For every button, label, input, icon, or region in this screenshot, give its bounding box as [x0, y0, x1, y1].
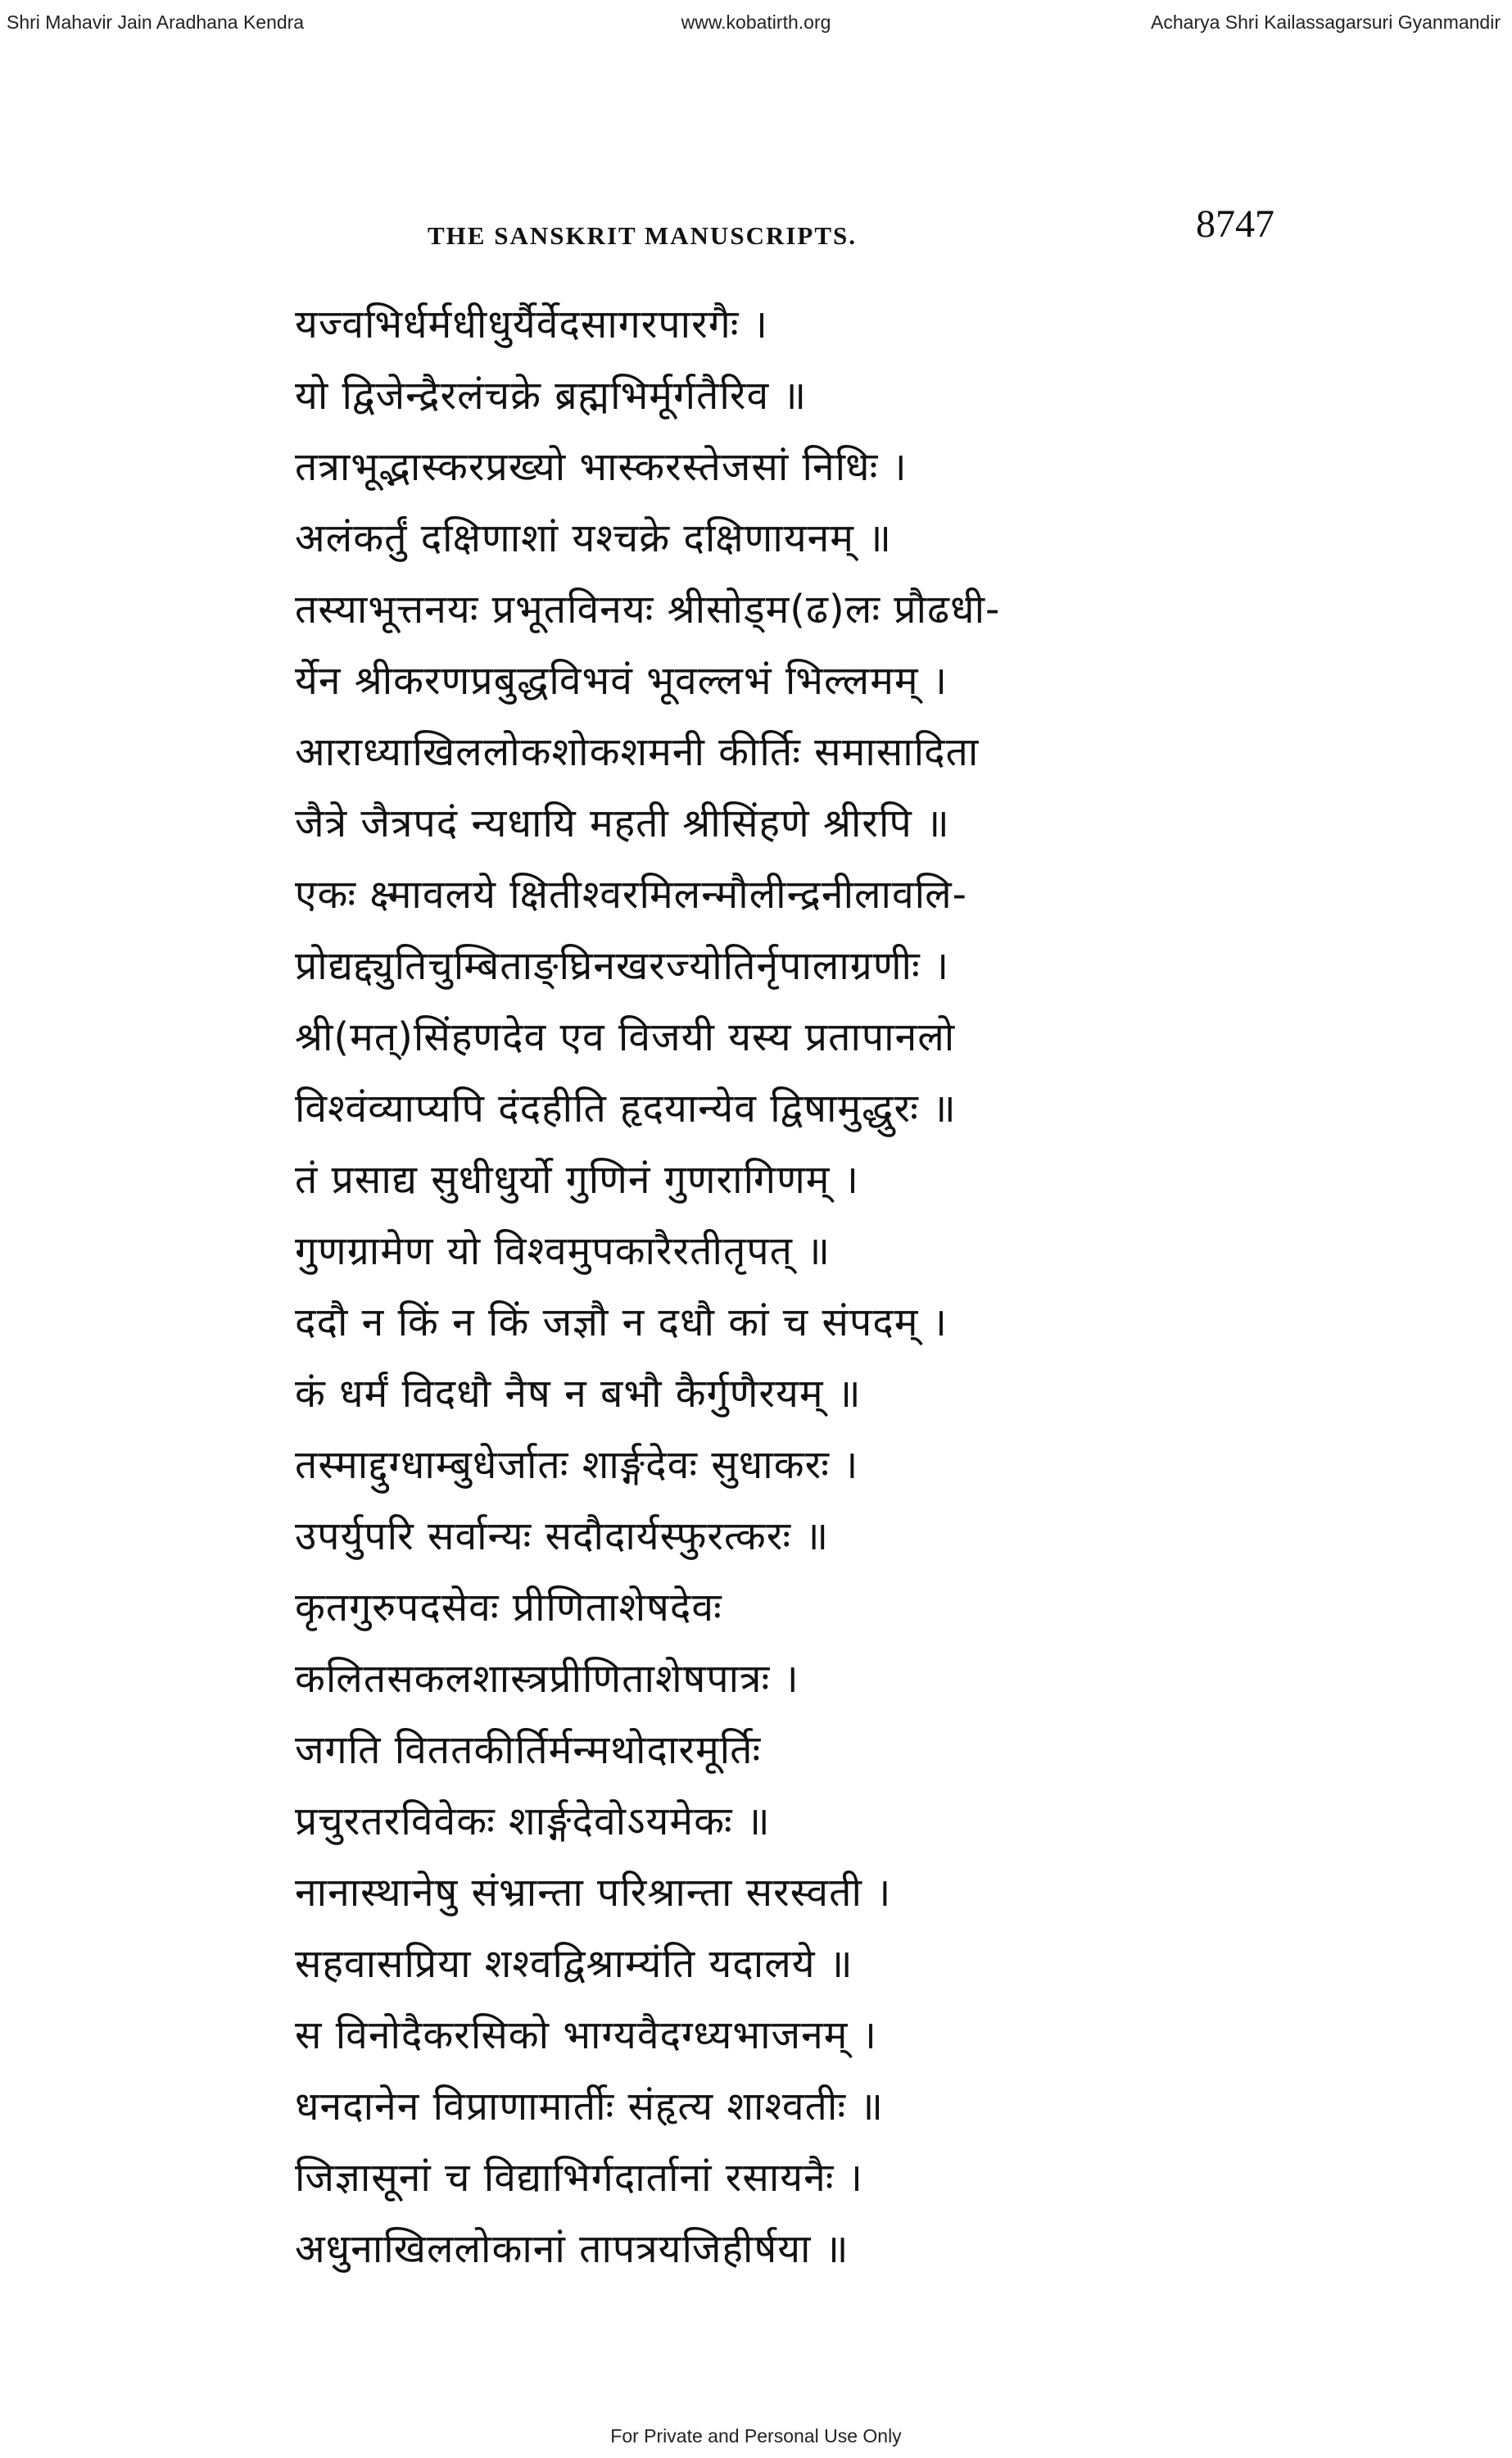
header-left-text: Shri Mahavir Jain Aradhana Kendra — [7, 11, 305, 33]
verse-line: अलंकर्तुं दक्षिणाशां यश्चक्रे दक्षिणायनम् ॥ — [295, 515, 893, 561]
verse-line: यज्वभिर्धर्मधीधुर्यैर्वेदसागरपारगैः । — [295, 302, 768, 347]
footer-note: For Private and Personal Use Only — [610, 2425, 902, 2447]
verse-line: कं धर्मं विदधौ नैष न बभौ कैर्गुणैरयम् ॥ — [295, 1371, 862, 1417]
verse-line: यो द्विजेन्द्रैरलंचक्रे ब्रह्मभिर्मूर्गतैरिव ॥ — [295, 373, 808, 419]
verse-line: सहवासप्रिया शश्वद्विश्राम्यंति यदालये ॥ — [295, 1941, 853, 1987]
header-right-text: Acharya Shri Kailassagarsuri Gyanmandir — [1151, 11, 1501, 33]
verse-line: र्येन श्रीकरणप्रबुद्धविभवं भूवल्लभं भिल्लमम् । — [295, 658, 948, 704]
verse-line: प्रोद्यद्द्युतिचुम्बिताङ्घ्रिनखरज्योतिर्नृपालाग्रणीः । — [295, 943, 950, 989]
page-number: 8747 — [1196, 202, 1274, 246]
verse-line: श्री(मत्)सिंहणदेव एव विजयी यस्य प्रतापानलो — [295, 1014, 956, 1060]
running-head: THE SANSKRIT MANUSCRIPTS. — [428, 221, 858, 250]
verse-line: जिज्ञासूनां च विद्याभिर्गदार्तानां रसायनैः । — [295, 2155, 863, 2201]
header-url-link[interactable]: www.kobatirth.org — [681, 11, 831, 33]
verse-line: प्रचुरतरविवेकः शार्ङ्गदेवोऽयमेकः ॥ — [295, 1798, 771, 1844]
verse-line: तत्राभूद्भास्करप्रख्यो भास्करस्तेजसां निधिः । — [295, 444, 908, 490]
verse-line: धनदानेन विप्राणामार्तीः संहृत्य शाश्वतीः ॥ — [295, 2084, 885, 2129]
verse-line: उपर्युपरि सर्वान्यः सदौदार्यस्फुरत्करः ॥ — [295, 1513, 830, 1559]
verse-line: तस्याभूत्तनयः प्रभूतविनयः श्रीसोड्म(ढ)लः प्रौढधी- — [295, 587, 1001, 633]
verse-line: कलितसकलशास्त्रप्रीणिताशेषपात्रः । — [295, 1656, 799, 1702]
verse-line: तस्माद्दुग्धाम्बुधेर्जातः शार्ङ्गदेवः सुधाकरः । — [295, 1442, 859, 1488]
verse-line: एकः क्ष्मावलये क्षितीश्वरमिलन्मौलीन्द्रनीलावलि- — [295, 872, 967, 918]
verse-line: जैत्रे जैत्रपदं न्यधायि महती श्रीसिंहणे श्रीरपि ॥ — [295, 800, 950, 846]
verse-line: नानास्थानेषु संभ्रान्ता परिश्रान्ता सरस्वती । — [295, 1870, 892, 1916]
verse-line: अधुनाखिललोकानां तापत्रयजिहीर्षया ॥ — [295, 2226, 849, 2272]
verse-line: स विनोदैकरसिको भाग्यवैदग्ध्यभाजनम् । — [295, 2012, 877, 2058]
verse-line: तं प्रसाद्य सुधीधुर्यो गुणिनं गुणरागिणम् । — [295, 1157, 859, 1203]
verse-line: आराध्याखिललोकशोकशमनी कीर्तिः समासादिता — [295, 729, 980, 775]
verse-line: गुणग्रामेण यो विश्वमुपकारैरतीतृपत् ॥ — [295, 1228, 831, 1274]
verse-line: ददौ न किं न किं जज्ञौ न दधौ कां च संपदम् । — [295, 1299, 948, 1345]
verse-line: जगति विततकीर्तिर्मन्मथोदारमूर्तिः — [295, 1727, 762, 1773]
verse-line: कृतगुरुपदसेवः प्रीणिताशेषदेवः — [295, 1585, 722, 1630]
verse-block — [295, 302, 1196, 2297]
verse-line: विश्वंव्याप्यपि दंदहीति हृदयान्येव द्विषामुद्धुरः ॥ — [295, 1086, 957, 1131]
